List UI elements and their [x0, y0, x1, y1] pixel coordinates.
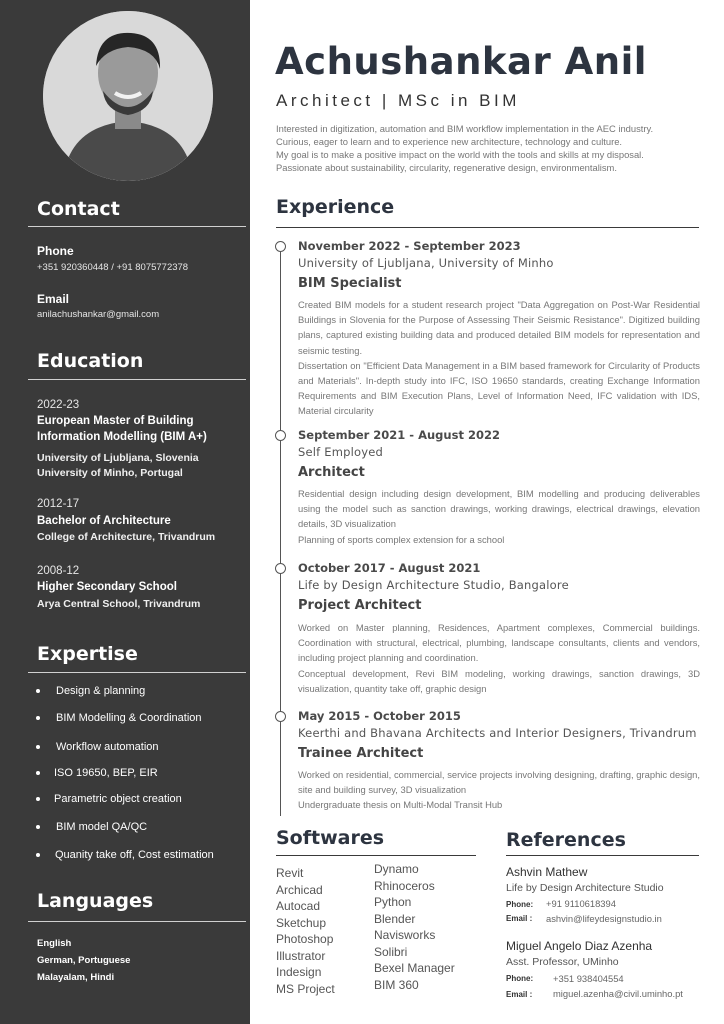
software-item: Dynamo	[374, 862, 419, 876]
references-divider	[506, 855, 699, 856]
software-item: BIM 360	[374, 977, 419, 992]
education-title: Higher Secondary School	[37, 581, 177, 593]
phone-label: Phone	[37, 244, 74, 258]
reference-email-label: Email :	[506, 914, 533, 923]
reference-phone: +91 9110618394	[546, 898, 616, 909]
bullet-icon	[36, 825, 40, 829]
software-item: Python	[374, 895, 412, 909]
education-divider	[28, 379, 246, 380]
job-organization: Life by Design Architecture Studio, Bangalore	[298, 578, 569, 592]
education-institution: Arya Central School, Trivandrum	[37, 598, 201, 610]
intro-line: My goal is to make a positive impact on the world with the tools and skills at my disposal.	[276, 149, 644, 160]
software-item: Bexel Manager	[374, 961, 455, 975]
job-description-paragraph: Worked on Master planning, Residences, Apartment complexes, Commercial buildings. Coordination with structural, electrical, plumbing, landscape consultants, clients and vendors, including project planning and coordination.	[298, 622, 700, 664]
education-year: 2012-17	[37, 498, 80, 510]
bullet-icon	[36, 689, 40, 693]
software-item: Blender	[374, 911, 416, 926]
job-organization: University of Ljubljana, University of Minho	[298, 256, 554, 270]
person-role: Architect | MSc in BIM	[276, 91, 520, 110]
softwares-divider	[276, 855, 476, 856]
reference-organization: Asst. Professor, UMinho	[506, 956, 619, 968]
languages-divider	[28, 921, 246, 922]
bullet-icon	[36, 853, 40, 857]
expertise-item: Design & planning	[56, 685, 146, 697]
job-title: Architect	[298, 465, 365, 480]
software-item: Rhinoceros	[374, 878, 435, 893]
intro-line: Curious, eager to learn and to experience new architecture, technology and culture.	[276, 136, 623, 147]
job-description-paragraph: Created BIM models for a student research project "Data Aggregation on Post-War Residential Buildings in Slovenia for the Purpose of Assessing Their Seismic Resistance". Digitized building plans, captured existing building data and produced detailed BIM models for representation and seismic testing.	[298, 299, 700, 356]
expertise-item: BIM model QA/QC	[56, 821, 148, 833]
job-description	[298, 767, 700, 813]
job-description-paragraph: Conceptual development, Revi BIM modeling, working drawings, sanction drawings, 3D visualization, quantity take off, graphic design	[298, 667, 700, 694]
job-description	[298, 486, 700, 547]
references-heading: References	[506, 829, 626, 851]
reference-email: ashvin@lifeydesignstudio.in	[546, 913, 662, 924]
job-organization: Keerthi and Bhavana Architects and Interior Designers, Trivandrum	[298, 726, 697, 740]
timeline-dot-icon	[275, 430, 286, 441]
bullet-icon	[36, 716, 40, 720]
software-column	[374, 861, 455, 993]
contact-divider	[28, 226, 246, 227]
expertise-divider	[28, 672, 246, 673]
job-title: Project Architect	[298, 598, 422, 613]
job-description-paragraph: Undergraduate thesis on Multi-Modal Transit Hub	[298, 799, 503, 811]
expertise-item: Parametric object creation	[54, 793, 182, 805]
job-description	[298, 297, 700, 419]
timeline-dot-icon	[275, 563, 286, 574]
education-heading: Education	[37, 350, 144, 372]
reference-organization: Life by Design Architecture Studio	[506, 882, 664, 894]
job-date: May 2015 - October 2015	[298, 709, 461, 723]
phone-value: +351 920360448 / +91 8075772378	[37, 262, 189, 273]
education-institution: College of Architecture, Trivandrum	[37, 531, 216, 543]
profile-photo	[43, 11, 213, 181]
software-item: Sketchup	[276, 915, 327, 930]
language-item: German, Portuguese	[37, 955, 131, 966]
software-item: Archicad	[276, 882, 323, 897]
software-item: Indesign	[276, 965, 322, 979]
education-title: European Master of Building Information Modelling (BIM A+)	[37, 415, 207, 443]
reference-email: miguel.azenha@civil.uminho.pt	[553, 988, 683, 999]
reference-phone: +351 938404554	[553, 973, 624, 984]
expertise-item: Workflow automation	[56, 741, 159, 753]
timeline-line	[280, 246, 281, 816]
expertise-item: ISO 19650, BEP, EIR	[54, 767, 158, 779]
reference-phone-label: Phone:	[506, 974, 534, 983]
language-item: English	[37, 938, 72, 949]
language-item: Malayalam, Hindi	[37, 972, 115, 983]
reference-name: Miguel Angelo Diaz Azenha	[506, 939, 653, 953]
job-organization: Self Employed	[298, 445, 384, 459]
job-title: BIM Specialist	[298, 276, 402, 291]
job-date: September 2021 - August 2022	[298, 428, 500, 442]
education-year: 2022-23	[37, 399, 80, 411]
expertise-item: Quanity take off, Cost estimation	[55, 849, 214, 861]
bullet-icon	[36, 771, 40, 775]
job-description	[298, 620, 700, 696]
job-date: November 2022 - September 2023	[298, 239, 521, 253]
bullet-icon	[36, 797, 40, 801]
software-column	[276, 865, 335, 997]
job-description-paragraph: Worked on residential, commercial, service projects involving designing, drafting, graphic design, site and building survey, 3D visualization	[298, 769, 700, 796]
software-item: Solibri	[374, 944, 408, 959]
software-item: Illustrator	[276, 948, 326, 963]
job-description-paragraph: Planning of sports complex extension for a school	[298, 533, 505, 545]
experience-heading: Experience	[276, 196, 395, 218]
experience-divider	[276, 227, 699, 228]
education-year: 2008-12	[37, 565, 80, 577]
education-institution: University of Ljubljana, Slovenia University of Minho, Portugal	[37, 452, 199, 479]
software-item: Navisworks	[374, 928, 436, 942]
software-item: Revit	[276, 866, 304, 880]
intro-line: Interested in digitization, automation and BIM workflow implementation in the AEC industry.	[276, 123, 654, 134]
contact-heading: Contact	[37, 198, 120, 220]
timeline-dot-icon	[275, 241, 286, 252]
reference-phone-label: Phone:	[506, 900, 534, 909]
person-name: Achushankar Anil	[275, 40, 647, 83]
software-item: Autocad	[276, 899, 321, 913]
softwares-heading: Softwares	[276, 827, 385, 849]
expertise-item: BIM Modelling & Coordination	[56, 712, 202, 724]
job-title: Trainee Architect	[298, 746, 424, 761]
email-label: Email	[37, 292, 70, 306]
job-description-paragraph: Residential design including design development, BIM modelling and producing deliverables using the model such as sanction drawings, working drawings, electrical drawings, elevation details, 3D visualization	[298, 488, 700, 530]
email-value: anilachushankar@gmail.com	[37, 309, 160, 320]
job-description-paragraph: Dissertation on "Efficient Data Management in a BIM based framework for Circularity of Products and Materials". In-depth study into IFC, ISO 19650 standards, creating Exchange Information Requirements and BIM Execution Plans, Level of Information Need, IFC validation with IDS, Material circularity	[298, 359, 700, 417]
intro-text	[276, 122, 701, 174]
job-date: October 2017 - August 2021	[298, 561, 481, 575]
languages-heading: Languages	[37, 890, 154, 912]
software-item: MS Project	[276, 981, 335, 996]
bullet-icon	[36, 745, 40, 749]
expertise-heading: Expertise	[37, 643, 138, 665]
timeline-dot-icon	[275, 711, 286, 722]
intro-line: Passionate about sustainability, circularity, regenerative design, environmentalism.	[276, 162, 617, 173]
software-item: Photoshop	[276, 932, 334, 946]
reference-name: Ashvin Mathew	[506, 865, 588, 879]
profile-photo-graphic	[43, 11, 213, 181]
reference-email-label: Email :	[506, 990, 533, 999]
education-title: Bachelor of Architecture	[37, 515, 171, 527]
sidebar	[0, 0, 250, 1024]
